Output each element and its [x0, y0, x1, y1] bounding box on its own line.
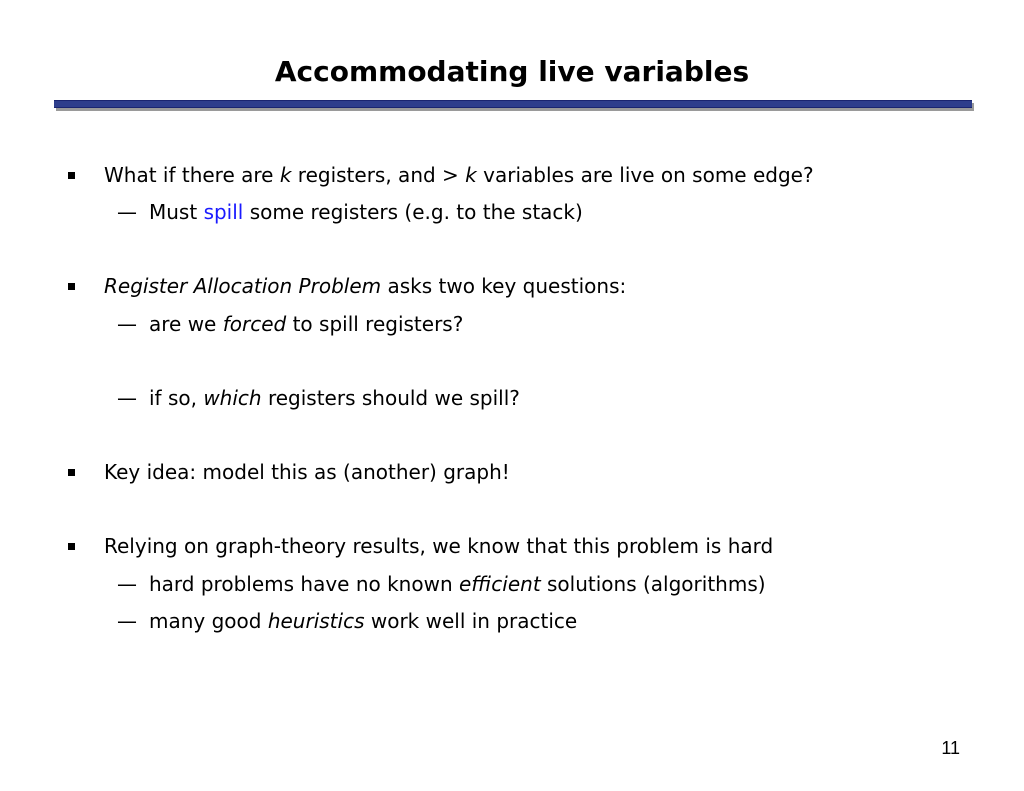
- square-bullet-icon: [68, 283, 75, 290]
- sub-bullet-2-1: [149, 310, 463, 338]
- sub-bullet-2-1-text-b: to spill registers?: [286, 312, 464, 336]
- bullet-1-k-b: k: [465, 163, 477, 187]
- square-bullet-icon: [68, 469, 75, 476]
- sub-bullet-4-1-text-a: hard problems have no known: [149, 572, 459, 596]
- square-bullet-icon: [68, 172, 75, 179]
- sub-bullet-1-1-text-a: Must: [149, 200, 204, 224]
- bullet-1-text-a: What if there are: [104, 163, 280, 187]
- sub-bullet-1-1: [149, 198, 583, 226]
- sub-bullet-2-2-em: which: [203, 386, 262, 410]
- sub-bullet-2-2: [149, 384, 520, 412]
- bullet-1-gt: >: [442, 163, 459, 187]
- bullet-1-text-d: variables are live on some edge?: [476, 163, 814, 187]
- bullet-2: [104, 272, 626, 300]
- sub-bullet-2-2-text-a: if so,: [149, 386, 204, 410]
- sub-bullet-4-1-text-b: solutions (algorithms): [540, 572, 766, 596]
- sub-bullet-1-1-text-b: some registers (e.g. to the stack): [243, 200, 583, 224]
- sub-bullet-2-1-em: forced: [222, 312, 287, 336]
- sub-bullet-4-2-dash: —: [117, 609, 137, 633]
- sub-bullet-4-1: [149, 570, 766, 598]
- sub-bullet-2-1-text-a: are we: [149, 312, 223, 336]
- sub-bullet-4-1-dash: —: [117, 572, 137, 596]
- bullet-1: [104, 161, 814, 189]
- sub-bullet-4-2-text-b: work well in practice: [364, 609, 578, 633]
- sub-bullet-2-2-dash: —: [117, 386, 137, 410]
- sub-bullet-2-1-dash: —: [117, 312, 137, 336]
- sub-bullet-4-1-em: efficient: [458, 572, 541, 596]
- sub-bullet-1-1-dash: —: [117, 200, 137, 224]
- bullet-4: Relying on graph-theory results, we know that this problem is hard: [104, 534, 774, 558]
- sub-bullet-4-2-em: heuristics: [267, 609, 365, 633]
- square-bullet-icon: [68, 543, 75, 550]
- sub-bullet-2-2-text-b: registers should we spill?: [261, 386, 520, 410]
- bullet-2-em: Register Allocation Problem: [104, 274, 382, 298]
- sub-bullet-4-2: [149, 607, 577, 635]
- spill-highlight: spill: [203, 200, 244, 224]
- slide-title: Accommodating live variables: [274, 55, 750, 88]
- sub-bullet-4-2-text-a: many good: [149, 609, 268, 633]
- bullet-2-text: asks two key questions:: [381, 274, 627, 298]
- bullet-1-text-b: registers, and: [291, 163, 443, 187]
- bullet-1-k-a: k: [279, 163, 292, 187]
- title-divider: [54, 100, 972, 108]
- bullet-3: Key idea: model this as (another) graph!: [104, 460, 510, 484]
- page-number: 11: [941, 738, 960, 758]
